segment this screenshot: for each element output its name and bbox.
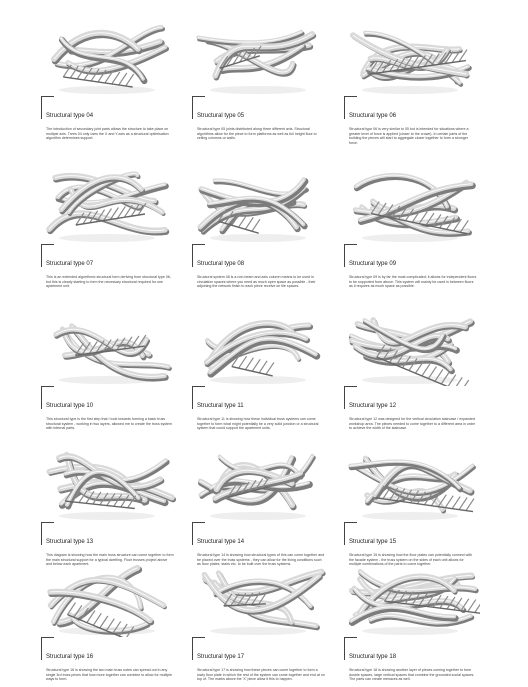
structural-type-card bbox=[188, 308, 328, 436]
structural-type-description: Structural type 17 is showing how these pieces can come together to form a lowly floor plate in which the rest of the system can come together and end at on top of. The marks above the 'X' piece allow it this to happen. bbox=[197, 668, 325, 682]
structural-type-description: Structural type 06 is very similar to 05 but is intended for situations where a greater level of force is applied (closer to the crown). In certain parts of the building the pieces will start to aggregate closer together to form a stronger force. bbox=[349, 127, 469, 145]
structural-type-label: Structural type 11 bbox=[197, 403, 244, 409]
structure-render bbox=[340, 166, 480, 244]
structural-type-label: Structural type 05 bbox=[197, 113, 245, 119]
structure-render bbox=[37, 308, 177, 386]
structural-type-description: This structural type is the first step that I took towards forming a basic truss structural system - working in two layers, allowed me to create the truss system with internal parts. bbox=[46, 417, 173, 431]
structural-type-label: Structural type 15 bbox=[349, 539, 397, 545]
structure-render bbox=[188, 559, 328, 637]
structure-render bbox=[340, 308, 480, 386]
structural-type-label: Structural type 07 bbox=[46, 261, 94, 267]
structural-type-card bbox=[188, 166, 328, 294]
structural-type-label: Structural type 10 bbox=[46, 403, 94, 409]
structural-type-description: Structural type 16 is showing the two main truss notes can spread out in any single 3rd truss prices that how more together can combine to allow for multiple ways to form. bbox=[46, 668, 173, 682]
structural-type-card bbox=[340, 18, 480, 146]
structural-type-card bbox=[340, 308, 480, 436]
structural-type-description: This is an extended algorithmic structural form deriving from structural type 06, but this is clearly starting to form the necessary structural required for one apartment unit. bbox=[46, 275, 171, 289]
structural-type-description: Structural type 18 is showing another layer of pieces coming together to form double spaces, large vertical spaces that combine the grounded social spaces. The parts can create menaces as well. bbox=[349, 668, 475, 682]
structural-type-description: Structural type 09 is by far the most complicated; it allows for independent floors to be supported from above. This system will mainly be used in between floors as it requires as much space as possible. bbox=[349, 275, 477, 289]
structural-type-label: Structural type 12 bbox=[349, 403, 397, 409]
structure-render bbox=[37, 444, 177, 522]
structural-type-label: Structural type 13 bbox=[46, 539, 94, 545]
structure-render bbox=[37, 166, 177, 244]
structural-type-label: Structural type 14 bbox=[197, 539, 245, 545]
structural-type-card bbox=[37, 18, 177, 146]
structural-type-description: This diagram is showing how the main truss structure can come together to form the main structural support for a typical dwelling. Floor trusses project above and below each apartment. bbox=[46, 553, 174, 567]
structure-render bbox=[188, 308, 328, 386]
structural-type-label: Structural type 16 bbox=[46, 654, 94, 660]
structural-type-description: The introduction of secondary joint parts allows the structure to take place on multiple axis. Trees 04 only uses the X and Y-axis as a structural optimisation algorithm determines support. bbox=[46, 127, 169, 141]
structural-type-description: Structural type 14 is showing how structural types of this can come together and be placed over the truss systems - they can allow for the living conditions such as floor plates, stairs etc. to be built over the truss systems. bbox=[197, 553, 325, 567]
structural-type-label: Structural type 08 bbox=[197, 261, 245, 267]
structural-type-label: Structural type 17 bbox=[197, 654, 245, 660]
structural-type-card bbox=[340, 444, 480, 572]
structural-type-card bbox=[188, 444, 328, 572]
structure-render bbox=[37, 559, 177, 637]
structural-type-card bbox=[37, 444, 177, 572]
structural-type-description: Structural type 05 joints distributed along three different axis. Structural algorithms allow for the piece to form platforms as well as full height floor to ceiling columns or walls. bbox=[197, 127, 317, 141]
structural-type-label: Structural type 18 bbox=[349, 654, 397, 660]
structural-type-description: Structural system 08 is a non-beam and axis column means to be used in circulation spaces where you need as much open space as possible - their adjoining the network finish to each piece receive on tile spaces. bbox=[197, 275, 316, 289]
structural-type-label: Structural type 04 bbox=[46, 113, 94, 119]
structural-type-card bbox=[340, 559, 480, 687]
structural-type-card bbox=[188, 18, 328, 146]
structure-render bbox=[188, 18, 328, 96]
structure-render bbox=[340, 559, 480, 637]
structural-type-card bbox=[340, 166, 480, 294]
structure-render bbox=[188, 166, 328, 244]
structural-type-card bbox=[37, 308, 177, 436]
structure-render bbox=[188, 444, 328, 522]
structural-type-label: Structural type 09 bbox=[349, 261, 397, 267]
structural-type-card bbox=[37, 559, 177, 687]
structural-type-label: Structural type 06 bbox=[349, 113, 397, 119]
structure-render bbox=[340, 18, 480, 96]
structural-type-description: Structural type 15 is showing how the floor plates can potentially connect with the facade system - the truss system on the sides of each unit allows for multiple combinations of the parts to come together. bbox=[349, 553, 473, 567]
structural-type-description: Structural type 11 is showing how these individual truss systems can come together to form what might potentially be a very solid junction or a structural system that could support the apartment units. bbox=[197, 417, 319, 431]
structural-type-description: Structural type 12 was designed for the vertical circulation staircase / expanded workshop area. The pieces needed to come together to a different area in order to achieve the width of the staircase. bbox=[349, 417, 476, 431]
structure-render bbox=[37, 18, 177, 96]
structural-type-card bbox=[188, 559, 328, 687]
structural-type-card bbox=[37, 166, 177, 294]
structure-render bbox=[340, 444, 480, 522]
